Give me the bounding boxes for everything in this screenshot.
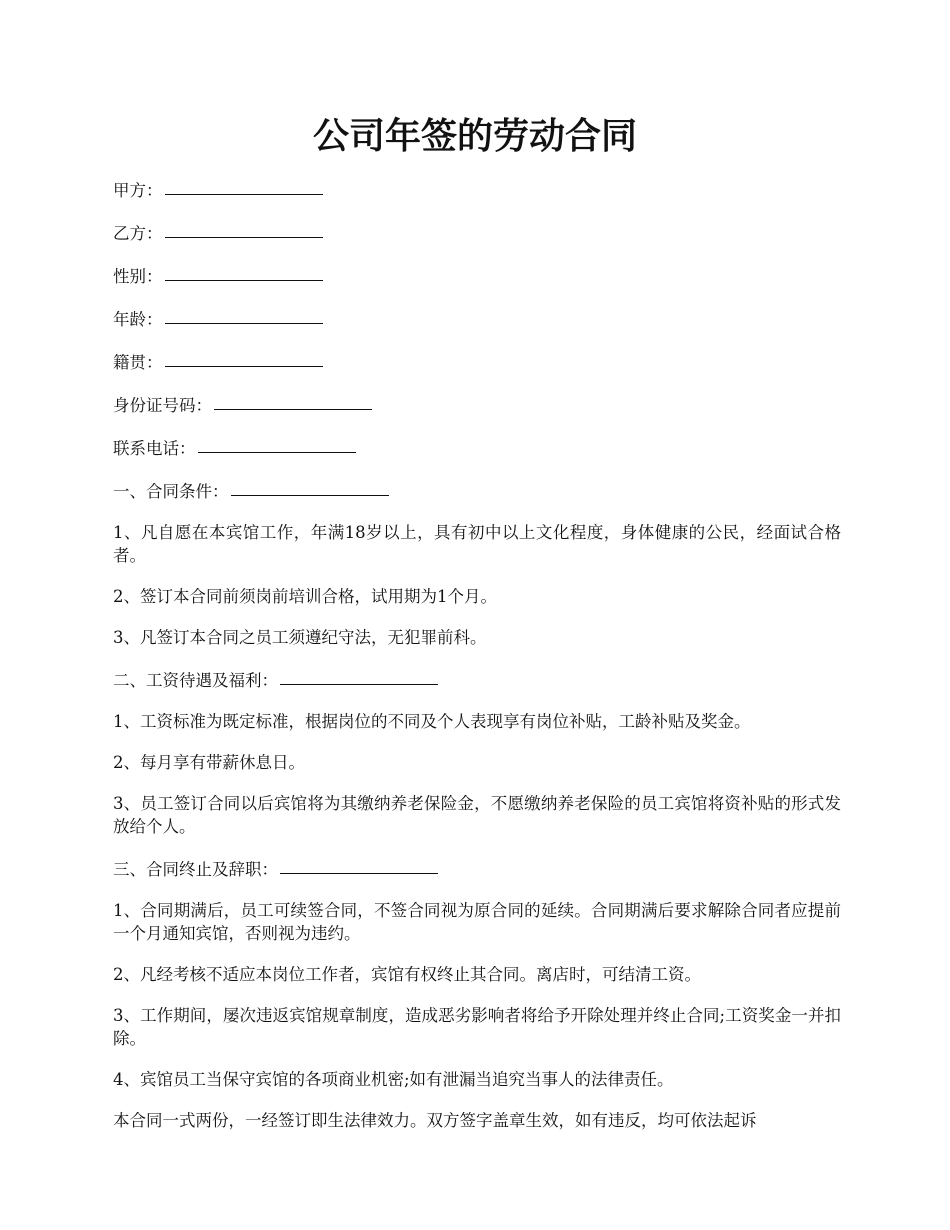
section-heading <box>113 856 841 881</box>
clause-item: 2、凡经考核不适应本岗位工作者，宾馆有权终止其合同。离店时，可结清工资。 <box>113 965 701 984</box>
blank-line <box>214 391 372 410</box>
clause-item: 2、每月享有带薪休息日。 <box>113 753 305 772</box>
page-title: 公司年签的劳动合同 <box>312 115 637 157</box>
section-heading <box>113 667 841 692</box>
field-label: 联系电话： <box>113 439 196 458</box>
closing-paragraph: 本合同一式两份，一经签订即生法律效力。双方签字盖章生效，如有违反，均可依法起诉 <box>113 1111 757 1130</box>
clause-item: 3、凡签订本合同之员工须遵纪守法，无犯罪前科。 <box>113 628 487 647</box>
section-heading-label: 二、工资待遇及福利： <box>113 671 278 690</box>
field-gender <box>113 263 841 288</box>
clause-item: 3、工作期间，屡次违返宾馆规章制度，造成恶劣影响者将给予开除处理并终止合同;工资奖金一并扣除。 <box>113 1006 841 1048</box>
field-id-number <box>113 392 841 417</box>
field-label: 性别： <box>113 267 163 286</box>
section-heading <box>113 478 841 503</box>
field-phone <box>113 435 841 460</box>
clause-item: 2、签订本合同前须岗前培训合格，试用期为1个月。 <box>113 587 497 606</box>
blank-line <box>198 434 356 453</box>
blank-line <box>165 262 323 281</box>
field-label: 年龄： <box>113 310 163 329</box>
field-label: 身份证号码： <box>113 396 212 415</box>
field-native-place <box>113 349 841 374</box>
clause-item: 1、工资标准为既定标准，根据岗位的不同及个人表现享有岗位补贴，工龄补贴及奖金。 <box>113 712 751 731</box>
blank-line <box>165 305 323 324</box>
clause-item: 4、宾馆员工当保守宾馆的各项商业机密;如有泄漏当追究当事人的法律责任。 <box>113 1070 674 1089</box>
clause-item: 3、员工签订合同以后宾馆将为其缴纳养老保险金，不愿缴纳养老保险的员工宾馆将资补贴的形式发放给个人。 <box>113 794 841 836</box>
field-label: 甲方： <box>113 181 163 200</box>
field-age <box>113 306 841 331</box>
section-heading-label: 一、合同条件： <box>113 482 229 501</box>
blank-line <box>280 855 438 874</box>
field-label: 乙方： <box>113 224 163 243</box>
blank-line <box>165 219 323 238</box>
blank-line <box>231 477 389 496</box>
document-body <box>113 177 841 1150</box>
field-party-a <box>113 177 841 202</box>
field-party-b <box>113 220 841 245</box>
clause-item: 1、凡自愿在本宾馆工作，年满18岁以上，具有初中以上文化程度，身体健康的公民，经面试合格者。 <box>113 523 841 565</box>
field-label: 籍贯： <box>113 353 163 372</box>
clause-item: 1、合同期满后，员工可续签合同，不签合同视为原合同的延续。合同期满后要求解除合同者应提前一个月通知宾馆，否则视为违约。 <box>113 901 841 943</box>
blank-line <box>165 176 323 195</box>
section-heading-label: 三、合同终止及辞职： <box>113 860 278 879</box>
blank-line <box>280 666 438 685</box>
blank-line <box>165 348 323 367</box>
